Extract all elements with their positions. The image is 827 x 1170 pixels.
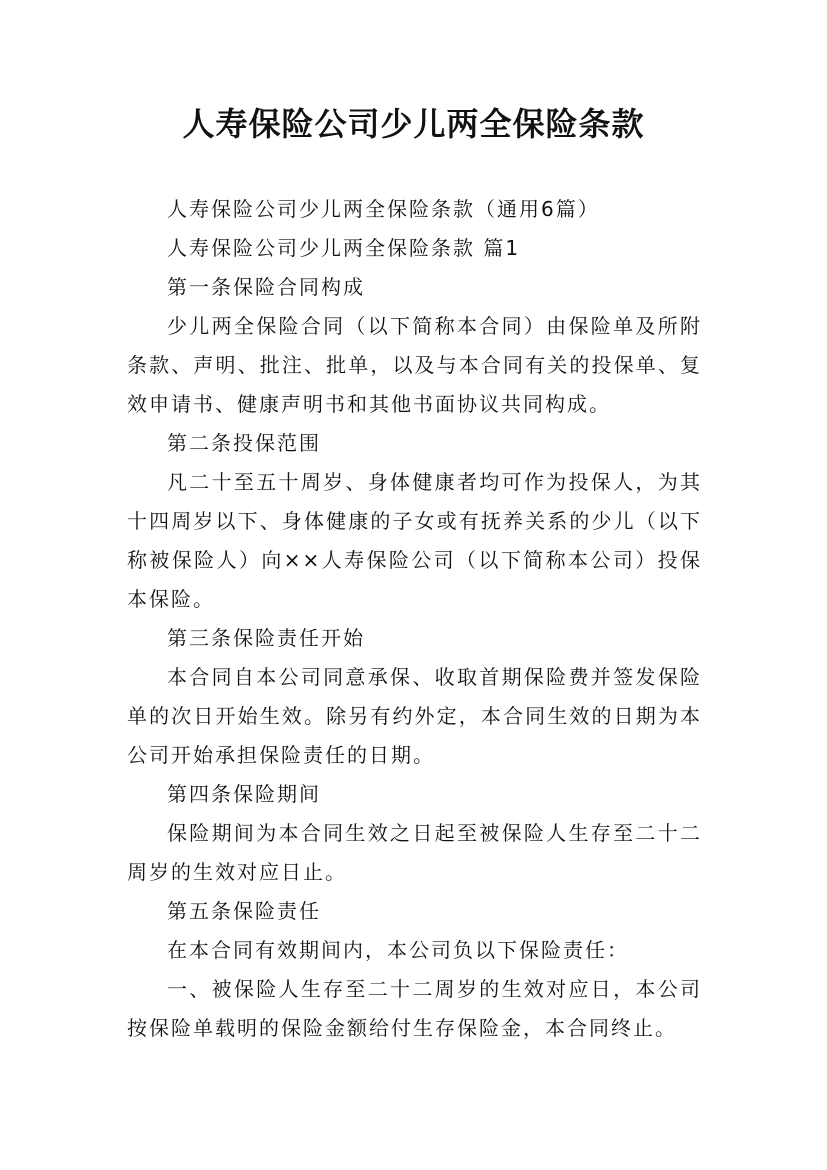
article-4-heading: 第四条保险期间 — [167, 782, 321, 806]
paragraph-part-heading: 人寿保险公司少儿两全保险条款 篇1 — [167, 236, 521, 260]
article-5-item-1: 一、被保险人生存至二十二周岁的生效对应日，本公司按保险单载明的保险金额给付生存保险金，本合同终止。 — [127, 977, 702, 1040]
article-4-text: 保险期间为本合同生效之日起至被保险人生存至二十二周岁的生效对应日止。 — [127, 821, 702, 884]
article-1-heading: 第一条保险合同构成 — [167, 275, 365, 299]
article-2-heading: 第二条投保范围 — [167, 431, 321, 455]
article-3-text: 本合同自本公司同意承保、收取首期保险费并签发保险单的次日开始生效。除另有约外定，本合同生效的日期为本公司开始承担保险责任的日期。 — [127, 665, 702, 767]
document-body — [127, 190, 702, 1048]
article-2-text: 凡二十至五十周岁、身体健康者均可作为投保人，为其十四周岁以下、身体健康的子女或有抚养关系的少儿（以下称被保险人）向××人寿保险公司（以下简称本公司）投保本保险。 — [127, 470, 702, 611]
article-3-heading: 第三条保险责任开始 — [167, 626, 365, 650]
article-1-text: 少儿两全保险合同（以下简称本合同）由保险单及所附条款、声明、批注、批单，以及与本合同有关的投保单、复效申请书、健康声明书和其他书面协议共同构成。 — [127, 314, 702, 416]
article-5-text: 在本合同有效期间内，本公司负以下保险责任： — [167, 938, 629, 962]
document-title: 人寿保险公司少儿两全保险条款 — [182, 105, 645, 143]
paragraph-subtitle: 人寿保险公司少儿两全保险条款（通用6篇） — [167, 197, 600, 221]
article-5-heading: 第五条保险责任 — [167, 899, 321, 923]
